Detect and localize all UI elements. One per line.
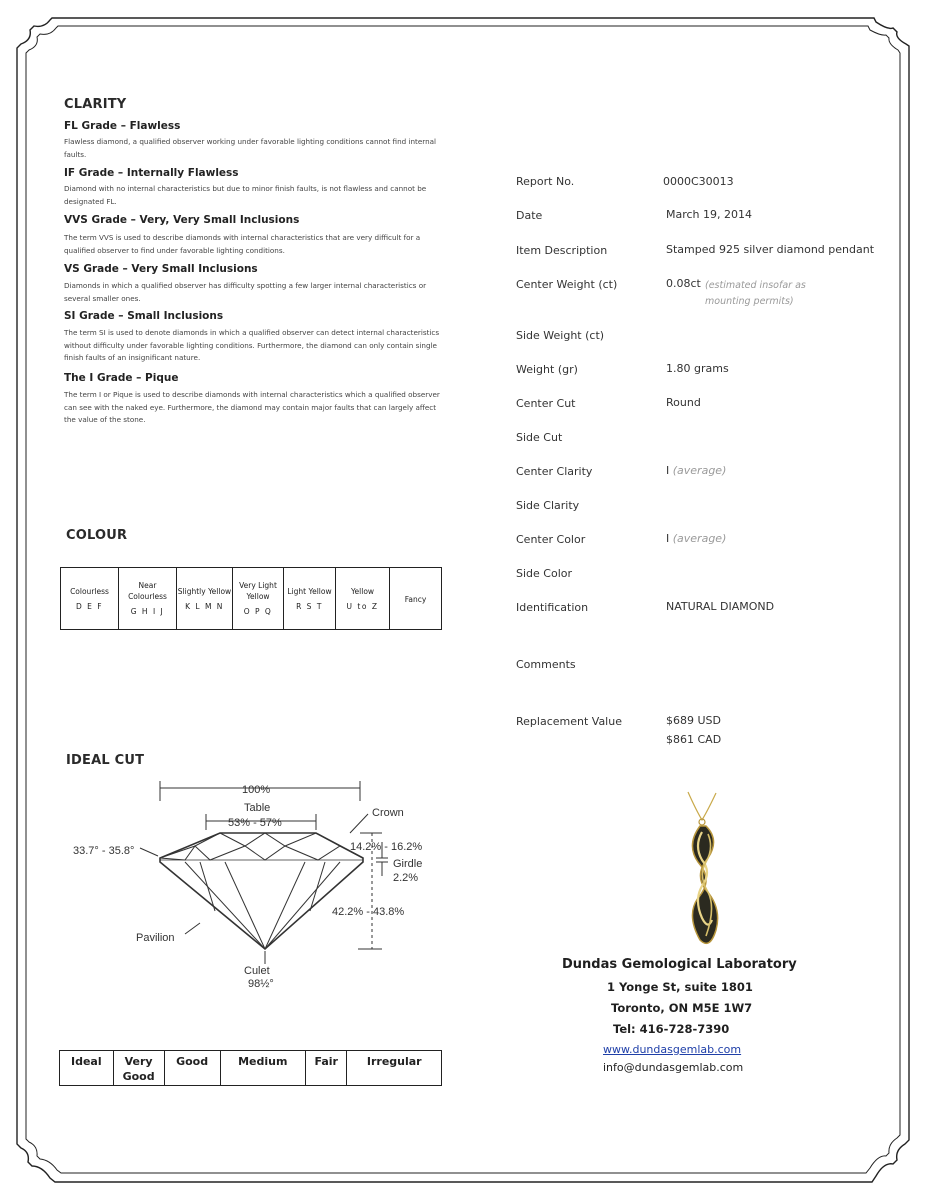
report-label: Center Cut bbox=[516, 397, 576, 410]
colour-cell: Very Light Yellow O P Q bbox=[233, 568, 284, 630]
quality-cell: Very Good bbox=[113, 1051, 164, 1086]
grade-vs-desc: Diamonds in which a qualified observer has difficulty spotting a few larger internal characteristics or several smaller ones. bbox=[64, 281, 427, 303]
lab-address-line2: Toronto, ON M5E 1W7 bbox=[611, 1001, 753, 1015]
grade-vvs-title: VVS Grade – Very, Very Small Inclusions bbox=[64, 214, 300, 226]
pendant-image bbox=[676, 790, 736, 950]
item-description: Stamped 925 silver diamond pendant bbox=[666, 243, 875, 256]
colour-scale-table bbox=[60, 567, 442, 630]
report-label: Center Weight (ct) bbox=[516, 278, 618, 291]
replacement-value-cad: $861 CAD bbox=[666, 733, 722, 746]
grade-si-title: SI Grade – Small Inclusions bbox=[64, 310, 224, 322]
center-weight: 0.08ct bbox=[666, 277, 701, 290]
report-label: Comments bbox=[516, 658, 576, 671]
center-clarity: I (average) bbox=[666, 464, 727, 477]
report-label: Center Color bbox=[516, 533, 586, 546]
report-label: Side Color bbox=[516, 567, 573, 580]
colour-cell: Light Yellow R S T bbox=[284, 568, 336, 630]
lab-name: Dundas Gemological Laboratory bbox=[562, 957, 797, 972]
replacement-value-usd: $689 USD bbox=[666, 714, 721, 727]
table-range: 53% - 57% bbox=[228, 817, 282, 829]
lab-address-line1: 1 Yonge St, suite 1801 bbox=[607, 980, 753, 994]
culet-angle: 98½° bbox=[248, 978, 274, 990]
ideal-cut-title: IDEAL CUT bbox=[66, 753, 145, 768]
report-label: Item Description bbox=[516, 244, 608, 257]
colour-cell: Yellow U to Z bbox=[336, 568, 390, 630]
report-label: Replacement Value bbox=[516, 715, 622, 728]
grade-vvs-desc: The term VVS is used to describe diamonds with internal characteristics that are very difficult for a qualified observer to find under favorable lighting conditions. bbox=[64, 233, 421, 255]
colour-title: COLOUR bbox=[66, 528, 128, 543]
colour-cell-fancy: Fancy bbox=[390, 568, 442, 630]
clarity-title: CLARITY bbox=[64, 97, 127, 112]
quality-cell: Ideal bbox=[60, 1051, 114, 1086]
quality-cell: Irregular bbox=[347, 1051, 442, 1086]
colour-cell: Near Colourless G H I J bbox=[119, 568, 177, 630]
colour-cell: Slightly Yellow K L M N bbox=[177, 568, 233, 630]
grade-fl-title: FL Grade – Flawless bbox=[64, 120, 181, 132]
identification: NATURAL DIAMOND bbox=[666, 600, 775, 613]
report-number: 0000C30013 bbox=[663, 175, 734, 188]
ideal-cut-diagram bbox=[60, 776, 460, 991]
center-color: I (average) bbox=[666, 532, 727, 545]
grade-fl-desc: Flawless diamond, a qualified observer working under favorable lighting conditions cannot find internal faults. bbox=[64, 137, 437, 159]
crown-height: 14.2% - 16.2% bbox=[350, 841, 423, 853]
grade-i-desc: The term I or Pique is used to describe diamonds with internal characteristics which a qualified observer can see with the naked eye. Furthermore, the diamond may contain major faults that can largely affect the value of the stone. bbox=[64, 390, 440, 424]
report-label: Date bbox=[516, 209, 543, 222]
report-label: Side Weight (ct) bbox=[516, 329, 605, 342]
colour-cell: Colourless D E F bbox=[61, 568, 119, 630]
grade-vs-title: VS Grade – Very Small Inclusions bbox=[64, 263, 258, 275]
report-label: Report No. bbox=[516, 175, 575, 188]
cut-quality-table bbox=[59, 1050, 442, 1086]
crown-label: Crown bbox=[372, 807, 404, 819]
total-width-label: 100% bbox=[242, 784, 271, 796]
crown-angle: 33.7° - 35.8° bbox=[73, 845, 135, 857]
report-label: Side Clarity bbox=[516, 499, 580, 512]
quality-cell: Fair bbox=[305, 1051, 347, 1086]
lab-website-link[interactable]: www.dundasgemlab.com bbox=[603, 1043, 742, 1056]
pavilion-label: Pavilion bbox=[136, 932, 175, 944]
grade-if-desc: Diamond with no internal characteristics but due to minor finish faults, is not flawless and cannot be designated FL. bbox=[64, 184, 427, 206]
culet-label: Culet bbox=[244, 965, 270, 977]
pavilion-depth: 42.2% - 43.8% bbox=[332, 906, 405, 918]
girdle-label: Girdle bbox=[393, 858, 423, 870]
grade-if-title: IF Grade – Internally Flawless bbox=[64, 167, 239, 179]
quality-cell: Good bbox=[164, 1051, 220, 1086]
report-label: Side Cut bbox=[516, 431, 563, 444]
report-label: Center Clarity bbox=[516, 465, 593, 478]
weight-grams: 1.80 grams bbox=[666, 362, 729, 375]
girdle-value: 2.2% bbox=[393, 872, 419, 884]
grade-si-desc: The term SI is used to denote diamonds in which a qualified observer can detect internal characteristics without difficulty under favorable lighting conditions. Furthermore, the diamond can only contain single finish faults of an insignificant nature. bbox=[64, 328, 440, 362]
lab-phone: Tel: 416-728-7390 bbox=[613, 1022, 730, 1036]
table-label: Table bbox=[244, 802, 271, 814]
quality-cell: Medium bbox=[220, 1051, 305, 1086]
center-cut: Round bbox=[666, 396, 701, 409]
center-weight-note: (estimated insofar as mounting permits) bbox=[705, 280, 806, 307]
grade-i-title: The I Grade – Pique bbox=[64, 372, 179, 384]
report-label: Identification bbox=[516, 601, 589, 614]
report-date: March 19, 2014 bbox=[666, 208, 753, 221]
lab-email[interactable]: info@dundasgemlab.com bbox=[603, 1061, 744, 1074]
report-label: Weight (gr) bbox=[516, 363, 578, 376]
